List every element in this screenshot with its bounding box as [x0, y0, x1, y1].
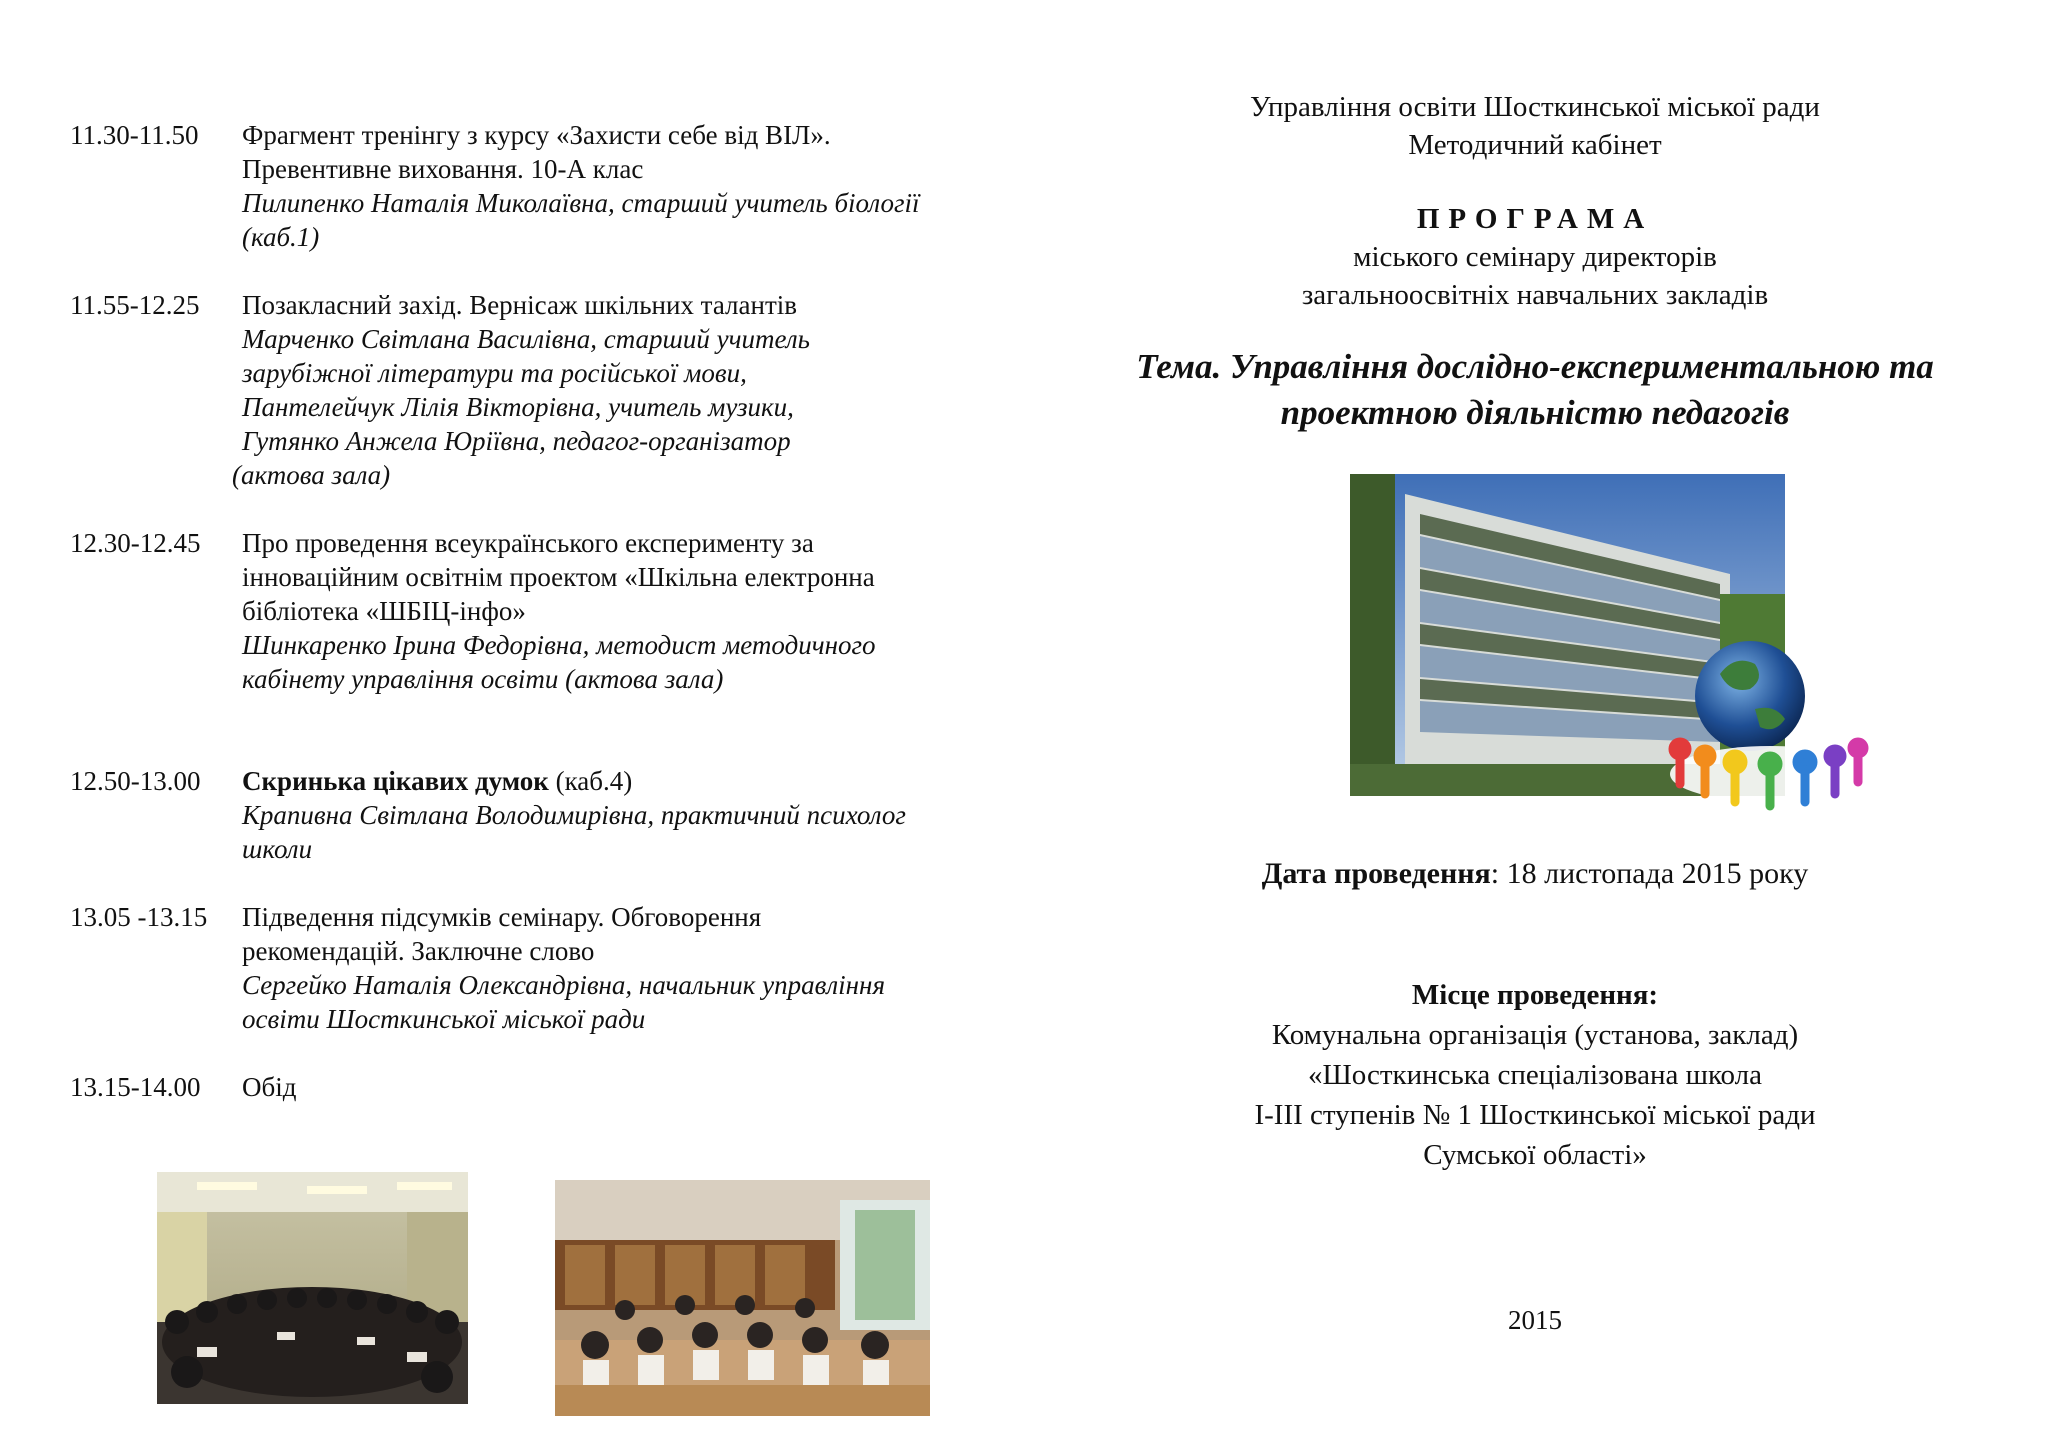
schedule-presenter: Марченко Світлана Василівна, старший учитель — [242, 324, 810, 354]
schedule-time: 11.30-11.50 — [70, 120, 199, 150]
schedule-presenter: Шинкаренко Ірина Федорівна, методист методичного — [242, 630, 876, 660]
venue-line: Сумської області» — [1423, 1139, 1647, 1171]
schedule-presenter: зарубіжної літератури та російської мови, — [242, 358, 747, 388]
schedule-item — [70, 764, 1070, 866]
schedule-presenter: Пилипенко Наталія Миколаївна, старший учитель біології — [242, 188, 920, 218]
schedule — [70, 118, 1070, 1104]
schedule-room: (актова зала) — [232, 460, 391, 490]
event-date — [1060, 855, 2010, 893]
schedule-title: Підведення підсумків семінару. Обговорення — [242, 902, 762, 932]
schedule-presenter: Крапивна Світлана Володимирівна, практичний психолог — [242, 800, 906, 830]
schedule-item — [70, 900, 1070, 1036]
title-block — [1060, 88, 2010, 436]
organization-name: Управління освіти Шосткинської міської ради — [1250, 91, 1820, 123]
event-venue-label: Місце проведення: — [1411, 979, 1659, 1011]
schedule-room: (каб.1) — [242, 222, 320, 252]
schedule-item — [70, 526, 1070, 696]
schedule-time: 13.05 -13.15 — [70, 902, 208, 932]
schedule-item — [70, 1070, 1070, 1104]
program-title: ПРОГРАМА — [1416, 203, 1654, 235]
schedule-title: Обід — [242, 1072, 297, 1102]
seminar-theme-line: Тема. Управління дослідно-експериментальною та — [1136, 347, 1934, 386]
document-year: 2015 — [1508, 1305, 1562, 1335]
venue-line: Комунальна організація (установа, заклад) — [1271, 1019, 1799, 1051]
schedule-time: 12.50-13.00 — [70, 766, 201, 796]
schedule-time: 11.55-12.25 — [70, 290, 200, 320]
schedule-presenter: Пантелейчук Лілія Вікторівна, учитель музики, — [242, 392, 794, 422]
event-date-label: Дата проведення — [1261, 857, 1491, 890]
program-subtitle: міського семінару директорів — [1353, 241, 1717, 273]
classroom-students-photo — [555, 1180, 930, 1416]
venue-line: «Шосткинська спеціалізована школа — [1307, 1059, 1763, 1091]
schedule-presenter: Гутянко Анжела Юріївна, педагог-організатор — [242, 426, 791, 456]
schedule-title: Фрагмент тренінгу з курсу «Захисти себе від ВІЛ». — [242, 120, 831, 150]
schedule-item — [70, 288, 1070, 492]
event-venue — [1060, 975, 2010, 1175]
classroom-circle-photo — [157, 1172, 468, 1404]
schedule-time: 12.30-12.45 — [70, 528, 201, 558]
schedule-room: (каб.4) — [548, 766, 633, 796]
schedule-title: рекомендацій. Заключне слово — [242, 936, 595, 966]
schedule-item — [70, 118, 1070, 254]
school-building-image — [1350, 474, 1870, 819]
schedule-title: інноваційним освітнім проектом «Шкільна електронна — [242, 562, 875, 592]
program-subtitle: загальноосвітніх навчальних закладів — [1301, 279, 1769, 311]
schedule-presenter: Сергейко Наталія Олександрівна, начальник управління — [242, 970, 886, 1000]
schedule-title: бібліотека «ШБІЦ-інфо» — [242, 596, 526, 626]
venue-line: І-ІІІ ступенів № 1 Шосткинської міської ради — [1254, 1099, 1816, 1131]
seminar-theme — [1060, 344, 2010, 436]
schedule-title: Позакласний захід. Вернісаж шкільних талантів — [242, 290, 797, 320]
schedule-title: Про проведення всеукраїнського експерименту за — [242, 528, 814, 558]
schedule-title-bold: Скринька цікавих думок — [242, 766, 549, 796]
department-name: Методичний кабінет — [1408, 129, 1662, 161]
schedule-presenter: кабінету управління освіти (актова зала) — [242, 664, 724, 694]
schedule-presenter: освіти Шосткинської міської ради — [242, 1004, 646, 1034]
schedule-presenter: школи — [242, 834, 313, 864]
schedule-title: Превентивне виховання. 10-А клас — [242, 154, 644, 184]
schedule-time: 13.15-14.00 — [70, 1072, 201, 1102]
seminar-theme-line: проектною діяльністю педагогів — [1280, 393, 1790, 432]
event-date-value: : 18 листопада 2015 року — [1490, 857, 1809, 890]
